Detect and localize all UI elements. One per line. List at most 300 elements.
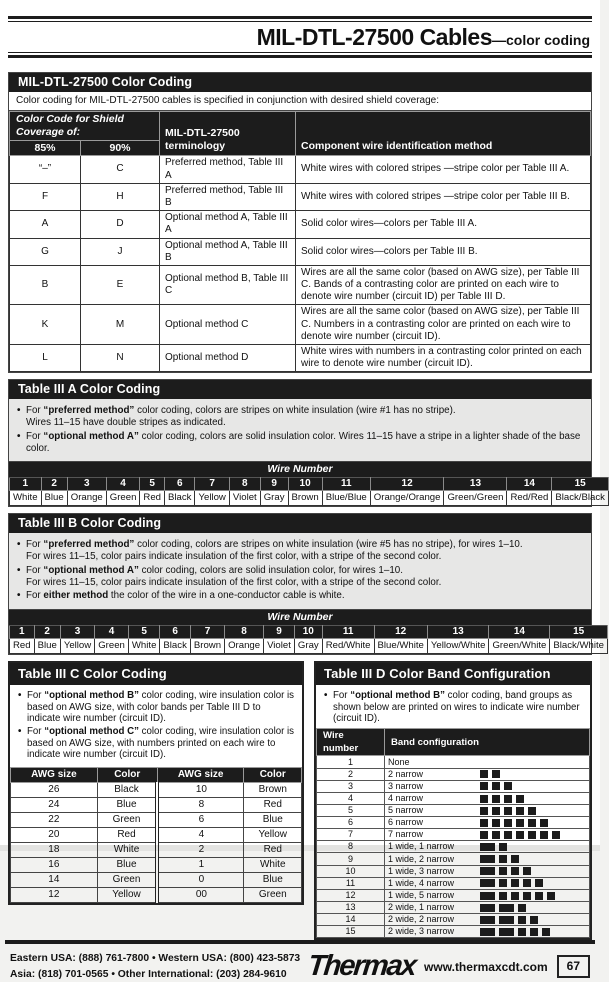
wire-number-row	[10, 478, 609, 491]
awg-header-cell: AWG size	[11, 767, 98, 782]
band-swatches	[480, 781, 516, 792]
section-table-3d	[314, 661, 592, 940]
wire-number-bar: Wire Number	[9, 462, 591, 477]
wire-color-row	[10, 491, 609, 506]
band-config-cell: 2 narrow	[385, 768, 590, 780]
narrow-band-swatch	[511, 879, 519, 887]
wire-color-cell: White	[128, 639, 160, 654]
wire-number-cell: 4	[317, 792, 385, 804]
narrow-band-swatch	[511, 867, 519, 875]
wire-number-cell: 11	[322, 626, 374, 639]
table-3d-header: Table III D Color Band Configuration	[316, 663, 590, 685]
narrow-band-swatch	[480, 819, 488, 827]
table-3c-header: Table III C Color Coding	[10, 663, 302, 685]
band-swatches	[480, 769, 504, 780]
wide-band-swatch	[480, 916, 495, 924]
wire-number-cell: 7	[317, 829, 385, 841]
wire-color-row	[10, 639, 608, 654]
narrow-band-swatch	[518, 904, 526, 912]
narrow-band-swatch	[480, 807, 488, 815]
awg-cell: Green	[244, 887, 302, 902]
table-row	[10, 305, 591, 345]
table-cell: Optional method D	[160, 345, 296, 372]
band-swatches	[480, 926, 554, 937]
awg-row	[11, 782, 302, 797]
band-row	[317, 865, 590, 877]
band-row	[317, 841, 590, 853]
band-row	[317, 829, 590, 841]
narrow-band-swatch	[528, 831, 536, 839]
wire-number-cell: 11	[322, 478, 370, 491]
wide-band-swatch	[499, 916, 514, 924]
wire-number-cell: 15	[550, 626, 608, 639]
narrow-band-swatch	[523, 879, 531, 887]
table-row	[10, 345, 591, 372]
narrow-band-swatch	[516, 831, 524, 839]
awg-header-cell: Color	[244, 767, 302, 782]
wire-number-cell: 3	[67, 478, 106, 491]
awg-cell: 00	[157, 887, 244, 902]
narrow-band-swatch	[492, 807, 500, 815]
wire-color-cell: Black	[160, 639, 190, 654]
narrow-band-swatch	[518, 916, 526, 924]
awg-cell: Brown	[244, 782, 302, 797]
band-row	[317, 804, 590, 816]
table-row	[10, 156, 591, 183]
awg-cell: 24	[11, 797, 98, 812]
narrow-band-swatch	[499, 855, 507, 863]
wire-number-cell: 9	[317, 853, 385, 865]
awg-cell: 0	[157, 872, 244, 887]
wire-color-cell: Green	[106, 491, 140, 506]
wide-band-swatch	[480, 892, 495, 900]
band-config-cell: 5 narrow	[385, 804, 590, 816]
band-swatches	[480, 914, 542, 925]
narrow-band-swatch	[540, 831, 548, 839]
narrow-band-swatch	[504, 807, 512, 815]
table-3a-header: Table III A Color Coding	[9, 380, 591, 399]
section-table-3a	[8, 379, 605, 507]
section-color-coding-header: MIL-DTL-27500 Color Coding	[9, 73, 591, 92]
wire-number-cell: 9	[260, 478, 288, 491]
page-number: 67	[557, 955, 590, 978]
narrow-band-swatch	[499, 879, 507, 887]
wire-number-cell: 8	[317, 841, 385, 853]
table-cell: A	[10, 211, 81, 238]
wide-band-swatch	[499, 928, 514, 936]
band-config-header: Band configuration	[385, 729, 590, 756]
section-intro-text: Color coding for MIL-DTL-27500 cables is specified in conjunction with desired shield coverage:	[9, 92, 591, 111]
wire-color-cell: Yellow	[195, 491, 229, 506]
table-cell: White wires with numbers in a contrasting color printed on each wire to denote wire number (circuit ID).	[296, 345, 591, 372]
terminology-header-cell: MIL-DTL-27500 terminology	[160, 112, 296, 156]
awg-cell: 2	[157, 842, 244, 857]
awg-cell: Yellow	[244, 827, 302, 842]
awg-cell: Blue	[244, 872, 302, 887]
narrow-band-swatch	[523, 892, 531, 900]
wide-band-swatch	[480, 928, 495, 936]
wire-number-cell: 1	[10, 626, 35, 639]
table-cell: M	[81, 305, 160, 345]
band-row	[317, 780, 590, 792]
table-cell: F	[10, 183, 81, 210]
group-header-cell: Color Code for Shield Coverage of:	[10, 112, 160, 141]
wire-number-cell: 10	[317, 865, 385, 877]
wire-color-cell: Red/White	[322, 639, 374, 654]
awg-header-cell: AWG size	[157, 767, 244, 782]
contact-line-2: Asia: (818) 701-0565 • Other International: (203) 284-9610	[10, 968, 287, 980]
title-rule-thick	[8, 55, 592, 58]
band-config-cell: 1 wide, 5 narrow	[385, 889, 590, 901]
wire-color-cell: Green/White	[489, 639, 550, 654]
page-title	[8, 22, 592, 52]
table-cell: Optional method A, Table III A	[160, 211, 296, 238]
band-swatches	[480, 890, 559, 901]
wire-color-cell: Gray	[294, 639, 322, 654]
wire-number-cell: 2	[41, 478, 67, 491]
table-cell: “–”	[10, 156, 81, 183]
awg-cell: White	[97, 842, 157, 857]
awg-cell: Red	[97, 827, 157, 842]
table-3a-notes	[9, 399, 591, 462]
table-cell: C	[81, 156, 160, 183]
wire-number-cell: 14	[489, 626, 550, 639]
band-config-cell: 2 wide, 1 narrow	[385, 901, 590, 913]
wire-number-cell: 9	[264, 626, 295, 639]
wide-band-swatch	[480, 904, 495, 912]
awg-cell: 20	[11, 827, 98, 842]
awg-cell: Blue	[97, 797, 157, 812]
narrow-band-swatch	[504, 795, 512, 803]
awg-cell: Blue	[97, 857, 157, 872]
wire-number-cell: 10	[294, 626, 322, 639]
wire-number-row	[10, 626, 608, 639]
top-rule-thick	[8, 16, 592, 19]
band-row	[317, 914, 590, 926]
narrow-band-swatch	[480, 770, 488, 778]
band-config-cell: 6 narrow	[385, 817, 590, 829]
band-row	[317, 756, 590, 768]
awg-cell: 22	[11, 812, 98, 827]
narrow-band-swatch	[480, 831, 488, 839]
narrow-band-swatch	[542, 928, 550, 936]
awg-row	[11, 842, 302, 857]
table-row	[10, 265, 591, 305]
wire-color-cell: Violet	[229, 491, 260, 506]
narrow-band-swatch	[528, 807, 536, 815]
wide-band-swatch	[480, 855, 495, 863]
table-cell: Solid color wires—colors per Table III B.	[296, 238, 591, 265]
wire-color-cell: Blue	[34, 639, 60, 654]
awg-cell: Blue	[244, 812, 302, 827]
table-cell: B	[10, 265, 81, 305]
awg-cell: Green	[97, 872, 157, 887]
band-swatches	[480, 854, 523, 865]
band-swatches	[480, 841, 511, 852]
band-config-cell: 4 narrow	[385, 792, 590, 804]
table-row	[10, 183, 591, 210]
table-cell: White wires with colored stripes —stripe color per Table III B.	[296, 183, 591, 210]
wire-number-cell: 13	[317, 901, 385, 913]
band-row	[317, 768, 590, 780]
bullet-item: • For “optional method A” color coding, colors are solid insulation color. Wires 11–15 have a stripe in a lighter shade of the base color.	[16, 431, 584, 455]
wire-color-cell: Yellow	[60, 639, 94, 654]
wire-number-cell: 15	[317, 926, 385, 938]
narrow-band-swatch	[530, 928, 538, 936]
band-swatches	[480, 902, 530, 913]
section-table-3c	[8, 661, 304, 905]
wire-color-cell: Orange	[67, 491, 106, 506]
band-swatches	[480, 829, 564, 840]
awg-cell: 16	[11, 857, 98, 872]
narrow-band-swatch	[504, 819, 512, 827]
wire-number-cell: 1	[317, 756, 385, 768]
wire-number-cell: 2	[34, 626, 60, 639]
awg-row	[11, 827, 302, 842]
wire-number-cell: 12	[317, 889, 385, 901]
wire-color-cell: Orange/Orange	[370, 491, 444, 506]
page-title-sub: —color coding	[492, 32, 590, 48]
table-header-row	[10, 112, 591, 141]
narrow-band-swatch	[511, 855, 519, 863]
band-config-cell: 3 narrow	[385, 780, 590, 792]
wire-number-cell: 6	[317, 817, 385, 829]
bullet-item: • For “optional method C” color coding, wire insulation color is based on AWG size, with numbers printed on each wire to indicate wire number (circuit ID).	[17, 726, 295, 760]
bullet-item: • For “optional method B” color coding, band groups as shown below are printed on wires to indicate wire number (circuit ID).	[323, 690, 583, 724]
band-config-cell: 7 narrow	[385, 829, 590, 841]
table-row	[10, 211, 591, 238]
band-row	[317, 889, 590, 901]
band-config-cell: 1 wide, 3 narrow	[385, 865, 590, 877]
band-config-cell: None	[385, 756, 590, 768]
wire-color-cell: Black/White	[550, 639, 608, 654]
wide-band-swatch	[480, 879, 495, 887]
band-row	[317, 901, 590, 913]
band-swatches	[480, 878, 547, 889]
narrow-band-swatch	[535, 892, 543, 900]
col-85-header: 85%	[10, 140, 81, 156]
awg-header-cell: Color	[97, 767, 157, 782]
contact-line-1: Eastern USA: (888) 761-7800 • Western USA: (800) 423-5873	[10, 953, 301, 965]
table-cell: Preferred method, Table III A	[160, 156, 296, 183]
band-config-cell: 2 wide, 2 narrow	[385, 914, 590, 926]
narrow-band-swatch	[492, 770, 500, 778]
wire-color-cell: Green	[95, 639, 129, 654]
narrow-band-swatch	[516, 807, 524, 815]
band-configuration-table	[316, 728, 590, 938]
wide-band-swatch	[499, 904, 514, 912]
table-3b-notes	[9, 533, 591, 610]
table-3c-notes	[10, 685, 302, 767]
wire-number-cell: 5	[140, 478, 165, 491]
awg-cell: 12	[11, 887, 98, 902]
table-cell: Preferred method, Table III B	[160, 183, 296, 210]
narrow-band-swatch	[530, 916, 538, 924]
band-config-cell: 2 wide, 3 narrow	[385, 926, 590, 938]
bullet-item: • For “preferred method” color coding, colors are stripes on white insulation (wire #1 has no stripe). Wires 11–15 have double stripes as indicated.	[16, 405, 584, 429]
narrow-band-swatch	[480, 782, 488, 790]
wide-band-swatch	[480, 843, 495, 851]
wire-number-cell: 3	[317, 780, 385, 792]
wire-color-cell: Red/Red	[507, 491, 552, 506]
table-cell: J	[81, 238, 160, 265]
wire-number-cell: 8	[229, 478, 260, 491]
wire-color-cell: Blue/White	[374, 639, 427, 654]
wire-color-cell: Black	[165, 491, 195, 506]
awg-cell: 6	[157, 812, 244, 827]
wire-number-cell: 12	[374, 626, 427, 639]
table-cell: Optional method B, Table III C	[160, 265, 296, 305]
awg-row	[11, 797, 302, 812]
wire-number-header: Wire number	[317, 729, 385, 756]
bottom-section	[8, 661, 592, 940]
wire-number-cell: 6	[160, 626, 190, 639]
narrow-band-swatch	[504, 831, 512, 839]
narrow-band-swatch	[499, 843, 507, 851]
band-swatches	[480, 817, 552, 828]
band-swatches	[480, 866, 535, 877]
band-swatches	[480, 805, 540, 816]
awg-cell: Black	[97, 782, 157, 797]
band-config-cell: 1 wide, 1 narrow	[385, 841, 590, 853]
wire-color-cell: Brown	[288, 491, 322, 506]
wire-color-cell: Orange	[225, 639, 264, 654]
narrow-band-swatch	[518, 928, 526, 936]
table-cell: Wires are all the same color (based on AWG size), per Table III C. Numbers in a contrasting color are printed on each wire to denote wire number (circuit ID).	[296, 305, 591, 345]
table-row	[10, 238, 591, 265]
awg-color-table	[10, 767, 302, 903]
table-3d-notes	[316, 685, 590, 728]
table-cell: N	[81, 345, 160, 372]
wire-color-cell: Red	[10, 639, 35, 654]
narrow-band-swatch	[499, 892, 507, 900]
awg-cell: 10	[157, 782, 244, 797]
wire-number-cell: 5	[317, 804, 385, 816]
narrow-band-swatch	[480, 795, 488, 803]
table-cell: Optional method C	[160, 305, 296, 345]
wire-color-cell: Violet	[264, 639, 295, 654]
narrow-band-swatch	[540, 819, 548, 827]
wire-color-cell: Brown	[190, 639, 224, 654]
band-row	[317, 853, 590, 865]
page-title-main: MIL-DTL-27500 Cables	[256, 24, 492, 50]
wire-number-cell: 7	[190, 626, 224, 639]
wire-number-cell: 4	[95, 626, 129, 639]
wire-number-cell: 1	[10, 478, 42, 491]
wire-number-cell: 10	[288, 478, 322, 491]
wire-number-cell: 15	[552, 478, 609, 491]
narrow-band-swatch	[492, 795, 500, 803]
wire-color-cell: Red	[140, 491, 165, 506]
wire-number-bar: Wire Number	[9, 610, 591, 625]
narrow-band-swatch	[516, 819, 524, 827]
band-swatches	[480, 793, 528, 804]
table-cell: Solid color wires—colors per Table III A.	[296, 211, 591, 238]
band-row	[317, 792, 590, 804]
awg-header-row	[11, 767, 302, 782]
awg-row	[11, 857, 302, 872]
awg-cell: Yellow	[97, 887, 157, 902]
wide-band-swatch	[480, 867, 495, 875]
wire-number-cell: 12	[370, 478, 444, 491]
table-cell: Wires are all the same color (based on AWG size), per Table III C. Bands of a contrasting color are printed on each wire to denote wire number (circuit ID) per Table III D.	[296, 265, 591, 305]
wire-color-cell: Green/Green	[444, 491, 507, 506]
bullet-item: • For “optional method A” color coding, colors are solid insulation color, for wires 1–10. For wires 11–15, color pairs indicate insulation of the first color, with a stripe of the second color.	[16, 565, 584, 589]
narrow-band-swatch	[504, 782, 512, 790]
awg-cell: Red	[244, 842, 302, 857]
wire-color-cell: Gray	[260, 491, 288, 506]
narrow-band-swatch	[492, 819, 500, 827]
table-cell: Optional method A, Table III B	[160, 238, 296, 265]
wire-color-table-3a	[9, 477, 609, 506]
awg-row	[11, 872, 302, 887]
bullet-item: • For “optional method B” color coding, wire insulation color is based on AWG size, with color bands per Table III D to indicate wire number (circuit ID).	[17, 690, 295, 724]
col-90-header: 90%	[81, 140, 160, 156]
wire-color-cell: White	[10, 491, 42, 506]
section-color-coding	[8, 72, 592, 373]
wire-number-cell: 4	[106, 478, 140, 491]
section-table-3b	[8, 513, 604, 655]
page-footer	[0, 940, 600, 982]
table-cell: White wires with colored stripes —stripe color per Table III A.	[296, 156, 591, 183]
narrow-band-swatch	[528, 819, 536, 827]
awg-cell: White	[244, 857, 302, 872]
wire-number-cell: 13	[427, 626, 489, 639]
band-row	[317, 926, 590, 938]
narrow-band-swatch	[552, 831, 560, 839]
wire-number-cell: 11	[317, 877, 385, 889]
website-link[interactable]: www.thermaxcdt.com	[424, 959, 548, 974]
narrow-band-swatch	[547, 892, 555, 900]
band-config-cell: 1 wide, 2 narrow	[385, 853, 590, 865]
narrow-band-swatch	[523, 867, 531, 875]
table-cell: D	[81, 211, 160, 238]
awg-cell: 18	[11, 842, 98, 857]
wire-number-cell: 2	[317, 768, 385, 780]
component-header-cell: Component wire identification method	[296, 112, 591, 156]
wire-number-cell: 13	[444, 478, 507, 491]
table-cell: L	[10, 345, 81, 372]
narrow-band-swatch	[492, 782, 500, 790]
wire-number-cell: 14	[507, 478, 552, 491]
narrow-band-swatch	[516, 795, 524, 803]
narrow-band-swatch	[511, 892, 519, 900]
wire-number-cell: 14	[317, 914, 385, 926]
table-cell: E	[81, 265, 160, 305]
wire-number-cell: 6	[165, 478, 195, 491]
awg-cell: 8	[157, 797, 244, 812]
title-rule-thin	[8, 52, 592, 53]
band-config-cell: 1 wide, 4 narrow	[385, 877, 590, 889]
table-cell: G	[10, 238, 81, 265]
wire-number-cell: 3	[60, 626, 94, 639]
awg-cell: 14	[11, 872, 98, 887]
bullet-item: • For either method the color of the wire in a one-conductor cable is white.	[16, 590, 584, 602]
band-row	[317, 817, 590, 829]
narrow-band-swatch	[535, 879, 543, 887]
bullet-item: • For “preferred method” color coding, colors are stripes on white insulation (wire #5 has no stripe), for wires 1–10. For wires 11–15, color pairs indicate insulation of the first color, with a stripe of the second color.	[16, 539, 584, 563]
awg-row	[11, 812, 302, 827]
wire-number-cell: 5	[128, 626, 160, 639]
awg-row	[11, 887, 302, 902]
thermax-logo: Thermax	[306, 950, 417, 982]
awg-cell: 4	[157, 827, 244, 842]
awg-cell: Red	[244, 797, 302, 812]
band-header-row	[317, 729, 590, 756]
wire-color-cell: Yellow/White	[427, 639, 489, 654]
awg-cell: 26	[11, 782, 98, 797]
table-3b-header: Table III B Color Coding	[9, 514, 591, 533]
